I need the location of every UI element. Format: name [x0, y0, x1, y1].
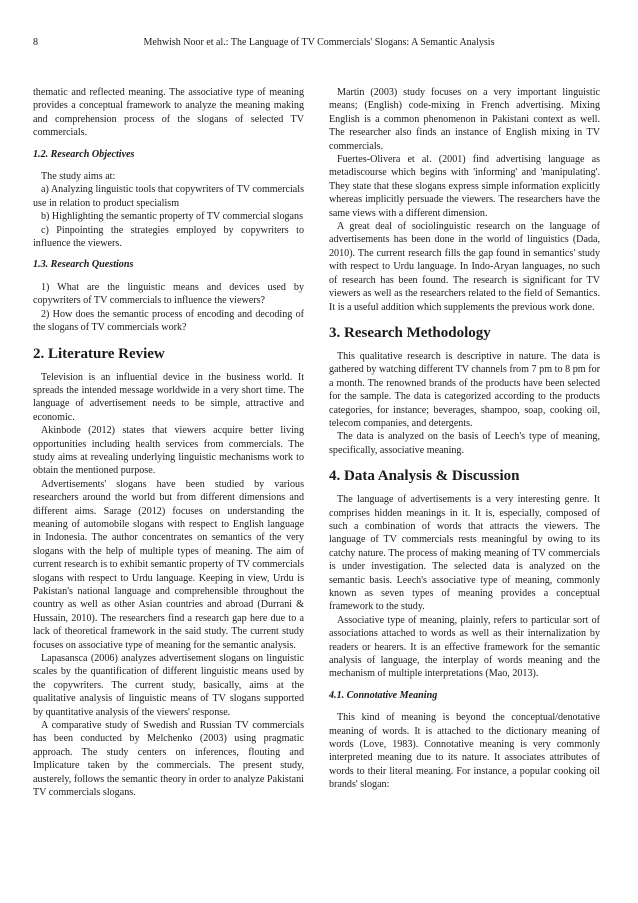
right-column: [329, 86, 600, 792]
objective-b: b) Highlighting the semantic property of TV commercial slogans: [41, 211, 304, 223]
page-number: 8: [33, 37, 38, 48]
running-title: Mehwish Noor et al.: The Language of TV Commercials' Slogans: A Semantic Analysis: [143, 37, 495, 48]
method-paragraph-2: The data is analyzed on the basis of Leech's type of meaning, specifically, associative meaning.: [329, 431, 600, 456]
objectives-intro: The study aims at:: [41, 171, 116, 183]
section-heading-methodology: 3. Research Methodology: [329, 324, 491, 341]
method-paragraph-1: This qualitative research is descriptive in nature. The data is gathered by watching different TV channels from 7 pm to 8 pm for a month. The renowned brands of the products have been selected for the sample. The data is categorized according to the products categories, for instance; beverages, shampoo, soap, cooking oil, telecom companies, and detergents.: [329, 350, 600, 429]
question-1: 1) What are the linguistic means and devices used by copywriters of TV commercials to influence the viewers?: [33, 281, 304, 307]
page-header: [33, 36, 605, 50]
section-heading-literature-review: 2. Literature Review: [33, 345, 165, 362]
lit-paragraph-3: Advertisements' slogans have been studied by various researchers around the world but from different dimensions and different aims. Sarage (2012) focuses on understanding the meaning of automobile slogans with respect to English language in Indonesia. The author concentrates on semantics of the very slogans with the help of multiple types of meaning. The aim of current research is to exhibit semantic property of TV commercials slogans with respect to Urdu language. Keeping in view, Urdu is Pakistan's national language and comprehensible throughout the country as well as other Asian countries and abroad (Durrani & Hussain, 2010). The researchers find a research gap here due to a lack of theoretical framework in the said study. The current study focuses on associative type of meaning for the semantic analysis.: [33, 478, 304, 651]
right-paragraph-1: Martin (2003) study focuses on a very important linguistic means; (English) code-mixing in French advertising. Mixing English is a common phenomenon in Pakistani context as well. The researcher also finds an instance of English mixing in TV commercials.: [329, 87, 600, 152]
objective-c: c) Pinpointing the strategies employed by copywriters to influence the viewers.: [33, 224, 304, 250]
left-column: [33, 86, 304, 800]
section-heading-connotative: 4.1. Connotative Meaning: [329, 689, 438, 701]
question-2: 2) How does the semantic process of encoding and decoding of the slogans of TV commercials work?: [33, 308, 304, 334]
section-heading-objectives: 1.2. Research Objectives: [33, 148, 135, 160]
lit-paragraph-2: Akinbode (2012) states that viewers acquire better living opportunities including health services from commercials. The study aims at revealing underlying linguistic mechanisms work to obtain the mentioned purpose.: [33, 425, 304, 477]
right-paragraph-3: A great deal of sociolinguistic research on the language of advertisements has been done in the world of linguistics (Dada, 2010). The current research fills the gap found in semantics' study with respect to Urdu language. In Indo-Aryan languages, no such of research has been found. The research is significant for TV viewers as well as the researchers related to the field of Semantics. It is a useful addition which supplements the previous work done.: [329, 221, 600, 313]
objective-a: a) Analyzing linguistic tools that copywriters of TV commercials use in relation to product specialism: [33, 184, 304, 209]
lit-paragraph-5: A comparative study of Swedish and Russian TV commercials has been conducted by Melchenko (2003) using pragmatic approach. The study centers on inferences, flouting and Implicature taken by the commercials. The present study, austerely, follows the semantic theory in order to analyze Pakistani TV commercials slogans.: [33, 720, 304, 799]
section-heading-questions: 1.3. Research Questions: [33, 259, 134, 271]
analysis-paragraph-1: The language of advertisements is a very interesting genre. It comprises hidden meanings in it. It is, especially, composed of such a combination of words that attracts the viewers. The language of TV commercials rests meaningful by owing to its catchy nature. The process of making meaning of TV commercials is under investigation. The selected data is analyzed on the semantic basis. Leech's associative type of meaning, commonly known as seven types of meaning provides a conceptual framework to the study.: [329, 494, 600, 613]
section-heading-data-analysis: 4. Data Analysis & Discussion: [329, 468, 520, 485]
lit-paragraph-1: Television is an influential device in the business world. It spreads the intended message worldwide in a very short time. The language of advertisement needs to be simple, attractive and economic.: [33, 371, 304, 423]
intro-paragraph: thematic and reflected meaning. The associative type of meaning provides a conceptual framework to analyze the meaning making and comprehension process of the slogans of selected TV commercials.: [33, 87, 304, 139]
analysis-paragraph-2: Associative type of meaning, plainly, refers to particular sort of associations attached to words as well as their internalization by readers or hearers. It is an effective framework for the semantic analysis of language, the interplay of words meaning and the mechanism of multiple interpretations (Mao, 2013).: [329, 614, 600, 680]
lit-paragraph-4: Lapasansca (2006) analyzes advertisement slogans on linguistic scales by the quantification of different linguistic means used by the copywriters. The current study, basically, aims at the qualitative analysis of linguistic means of TV slogans supported by quantitative analysis of the viewers' response.: [33, 653, 304, 718]
connotative-paragraph-1: This kind of meaning is beyond the conceptual/denotative meaning of words. It is attached to the dictionary meaning of words (Love, 1983). Connotative meaning is very commonly interpreted meaning due to its nature. It associates attributes of words to their literal meaning. For instance, a popular cooking oil brands' slogan:: [329, 712, 600, 791]
right-paragraph-2: Fuertes-Olivera et al. (2001) find advertising language as metadiscourse which begins with 'informing' and 'manipulating'. They state that these slogans express simple information explicitly whereas implicitly persuade the viewers. The researchers have the same views with a different dimension.: [329, 154, 600, 219]
